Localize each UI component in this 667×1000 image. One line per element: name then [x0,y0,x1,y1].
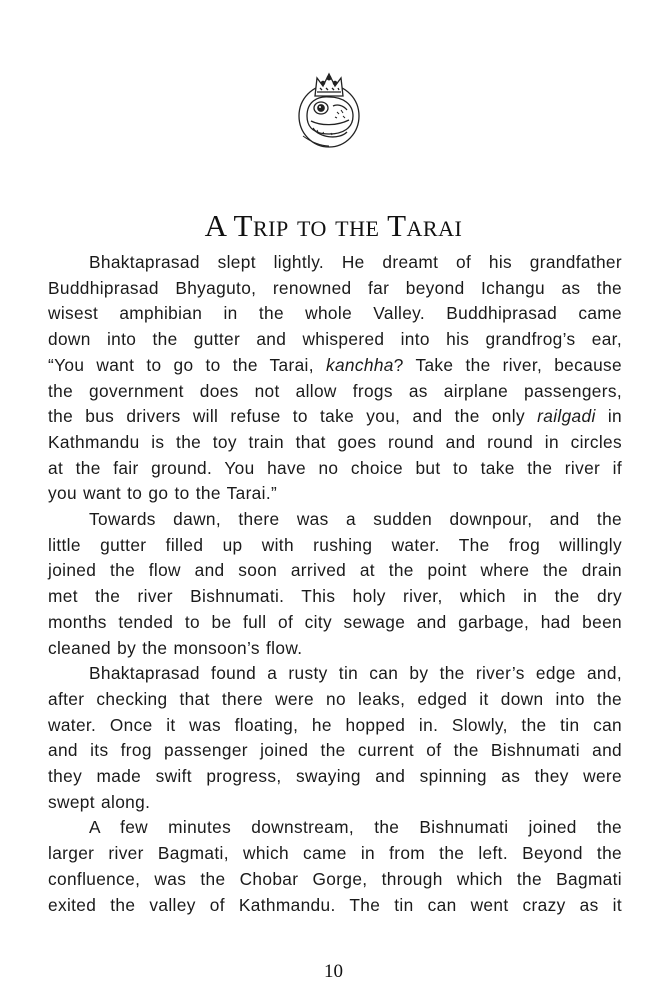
text-line: little gutter filled up with rushing water. The frog willingly [48,534,622,555]
text-line: joined the flow and soon arrived at the point where the drain [48,560,622,581]
text-line [48,353,622,379]
text-line: exited the valley of Kathmandu. The tin can went crazy as it [48,894,622,915]
text-line: A few minutes downstream, the Bishnumati joined the [89,817,622,838]
text-span: ? Take the river, because [393,354,622,375]
text-line: months tended to be full of city sewage and garbage, had been [48,611,622,632]
text-line: at the fair ground. You have no choice but to take the river if [48,457,622,478]
text-span: in [595,406,622,427]
text-line: Buddhiprasad Bhyaguto, renowned far beyond Ichangu as the [48,277,622,298]
text-line: Towards dawn, there was a sudden downpour, and the [89,509,622,530]
text-line: and its frog passenger joined the current of the Bishnumati and [48,740,622,761]
text-line: Kathmandu is the toy train that goes round and round in circles [48,431,622,452]
chapter-title: A Trip to the Tarai [204,208,463,243]
text-line: cleaned by the monsoon’s flow. [48,637,303,658]
page-number: 10 [324,961,343,982]
text-span: “You want to go to the Tarai, [48,354,326,375]
italic-term: kanchha [325,354,394,375]
text-line [48,404,622,430]
chapter-body [48,250,622,918]
text-line: you want to go to the Tarai.” [48,483,278,504]
text-line: the government does not allow frogs as airplane passengers, [48,380,622,401]
text-line: down into the gutter and whispered into his grandfrog’s ear, [48,329,622,350]
text-line: swept along. [48,791,151,812]
text-line: met the river Bishnumati. This holy river, which in the dry [48,586,622,607]
text-line: Bhaktaprasad found a rusty tin can by the river’s edge and, [89,663,622,684]
italic-term: railgadi [537,406,596,427]
text-line: after checking that there were no leaks, edged it down into the [48,688,622,709]
text-line: wisest amphibian in the whole Valley. Buddhiprasad came [48,303,622,324]
text-span: the bus drivers will refuse to take you, and the only [48,406,538,427]
text-line: larger river Bagmati, which came in from the left. Beyond the [48,843,622,864]
frog-with-crown-icon [293,66,365,150]
text-line: they made swift progress, swaying and spinning as they were [48,766,622,787]
text-line: water. Once it was floating, he hopped in. Slowly, the tin can [48,714,622,735]
text-line: Bhaktaprasad slept lightly. He dreamt of his grandfather [89,252,622,272]
text-line: confluence, was the Chobar Gorge, through which the Bagmati [48,868,622,889]
